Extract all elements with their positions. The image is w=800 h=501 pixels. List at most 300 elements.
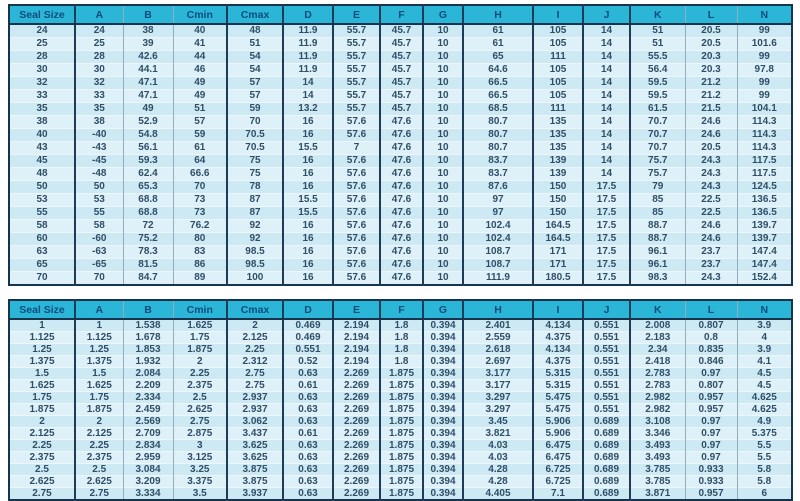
cell: 57 [227, 90, 283, 103]
cell: 2.75 [75, 488, 123, 501]
cell: 0.957 [685, 392, 737, 404]
cell: 3.937 [227, 488, 283, 501]
cell: 2.834 [123, 440, 173, 452]
cell: 11.9 [283, 64, 333, 77]
cell: 114.3 [737, 129, 792, 142]
cell: 2.625 [75, 476, 123, 488]
cell: 171 [533, 246, 583, 259]
cell: 61 [463, 38, 533, 51]
cell: 75.7 [630, 155, 685, 168]
cell: 1.875 [380, 392, 423, 404]
column-header-cmin: Cmin [173, 300, 227, 319]
cell: 23.7 [685, 259, 737, 272]
table-header [9, 300, 792, 319]
cell: 0.63 [283, 476, 333, 488]
table-row [9, 246, 792, 259]
cell: 2.25 [173, 368, 227, 380]
cell: 68.5 [463, 103, 533, 116]
cell: 3.493 [630, 452, 685, 464]
cell: 101.6 [737, 38, 792, 51]
cell: 30 [9, 64, 75, 77]
cell: 4.375 [533, 356, 583, 368]
cell: 1 [9, 319, 75, 332]
cell: 79 [630, 181, 685, 194]
cell: 16 [283, 246, 333, 259]
cell: 4.03 [463, 440, 533, 452]
cell: 10 [423, 129, 463, 142]
cell: 10 [423, 77, 463, 90]
table-row [9, 129, 792, 142]
cell: 24 [9, 24, 75, 38]
cell: 24 [75, 24, 123, 38]
header-row [9, 300, 792, 319]
column-header-seal-size: Seal Size [9, 300, 75, 319]
cell: 3.493 [630, 440, 685, 452]
cell: 85 [630, 207, 685, 220]
cell: 80 [173, 233, 227, 246]
cell: 35 [9, 103, 75, 116]
cell: 0.689 [583, 440, 630, 452]
cell: 98.5 [227, 246, 283, 259]
cell: 0.933 [685, 476, 737, 488]
cell: 2.625 [9, 476, 75, 488]
cell: 55.7 [333, 51, 380, 64]
cell: 3.177 [463, 380, 533, 392]
cell: 56.1 [123, 142, 173, 155]
cell: 1.875 [380, 368, 423, 380]
cell: 59 [173, 129, 227, 142]
cell: 70.7 [630, 116, 685, 129]
cell: 1.875 [380, 452, 423, 464]
cell: 70 [75, 272, 123, 286]
cell: 47.1 [123, 77, 173, 90]
cell: 68.8 [123, 194, 173, 207]
cell: 1.8 [380, 356, 423, 368]
cell: 0.394 [423, 344, 463, 356]
cell: 45.7 [380, 24, 423, 38]
cell: 21.2 [685, 77, 737, 90]
cell: 16 [283, 220, 333, 233]
cell: 5.5 [737, 452, 792, 464]
cell: 4.405 [463, 488, 533, 501]
column-header-d: D [283, 300, 333, 319]
cell: 0.394 [423, 440, 463, 452]
cell: 0.97 [685, 452, 737, 464]
cell: 102.4 [463, 220, 533, 233]
cell: 0.846 [685, 356, 737, 368]
cell: 17.5 [583, 194, 630, 207]
cell: 21.2 [685, 90, 737, 103]
cell: 10 [423, 38, 463, 51]
cell: 0.394 [423, 332, 463, 344]
cell: 1.875 [380, 476, 423, 488]
cell: 14 [583, 116, 630, 129]
cell: 66.5 [463, 90, 533, 103]
cell: 11.9 [283, 38, 333, 51]
column-header-k: K [630, 5, 685, 24]
cell: 1.8 [380, 344, 423, 356]
cell: 1.875 [380, 428, 423, 440]
cell: 0.689 [583, 416, 630, 428]
cell: 10 [423, 103, 463, 116]
cell: 5.375 [737, 428, 792, 440]
table-body [9, 319, 792, 500]
cell: 4.375 [533, 332, 583, 344]
cell: 17.5 [583, 207, 630, 220]
cell: 43 [9, 142, 75, 155]
cell: 57 [173, 116, 227, 129]
cell: 24.3 [685, 181, 737, 194]
cell: 4.5 [737, 368, 792, 380]
cell: 2.75 [227, 368, 283, 380]
cell: 2.194 [333, 332, 380, 344]
cell: 14 [583, 155, 630, 168]
cell: 0.689 [583, 428, 630, 440]
column-header-d: D [283, 5, 333, 24]
cell: 72 [123, 220, 173, 233]
cell: 98.3 [630, 272, 685, 286]
cell: 2.959 [123, 452, 173, 464]
cell: 136.5 [737, 194, 792, 207]
cell: 102.4 [463, 233, 533, 246]
cell: 1.75 [75, 392, 123, 404]
cell: 0.689 [583, 476, 630, 488]
cell: 47.6 [380, 181, 423, 194]
cell: 10 [423, 155, 463, 168]
cell: 24.3 [685, 155, 737, 168]
cell: 35 [75, 103, 123, 116]
cell: 1.538 [123, 319, 173, 332]
cell: 49 [123, 103, 173, 116]
cell: 57.6 [333, 207, 380, 220]
cell: 14 [583, 90, 630, 103]
cell: 47.6 [380, 129, 423, 142]
cell: 5.475 [533, 392, 583, 404]
cell: 16 [283, 116, 333, 129]
cell: 57.6 [333, 181, 380, 194]
cell: 70 [227, 116, 283, 129]
cell: 17.5 [583, 233, 630, 246]
cell: 139.7 [737, 220, 792, 233]
cell: 52.9 [123, 116, 173, 129]
cell: 1.625 [173, 319, 227, 332]
column-header-f: F [380, 300, 423, 319]
column-header-a: A [75, 300, 123, 319]
cell: 1.932 [123, 356, 173, 368]
cell: 2.937 [227, 404, 283, 416]
cell: 3.625 [227, 440, 283, 452]
cell: 10 [423, 233, 463, 246]
cell: 70.7 [630, 129, 685, 142]
cell: 96.1 [630, 246, 685, 259]
cell: 57.6 [333, 246, 380, 259]
cell: 136.5 [737, 207, 792, 220]
cell: 1.625 [9, 380, 75, 392]
cell: 0.551 [283, 344, 333, 356]
cell: 0.835 [685, 344, 737, 356]
cell: 1.875 [380, 440, 423, 452]
cell: 97.8 [737, 64, 792, 77]
table-row [9, 103, 792, 116]
cell: 14 [583, 103, 630, 116]
cell: 47.6 [380, 116, 423, 129]
cell: 0.394 [423, 488, 463, 501]
cell: 14 [583, 142, 630, 155]
cell: 3.346 [630, 428, 685, 440]
cell: 14 [583, 64, 630, 77]
cell: 0.957 [685, 488, 737, 501]
cell: 108.7 [463, 246, 533, 259]
cell: 10 [423, 168, 463, 181]
cell: 21.5 [685, 103, 737, 116]
cell: 105 [533, 38, 583, 51]
cell: 105 [533, 64, 583, 77]
cell: 4.03 [463, 452, 533, 464]
cell: 1.5 [75, 368, 123, 380]
cell: 1.678 [123, 332, 173, 344]
cell: 48 [227, 24, 283, 38]
cell: 2.375 [173, 380, 227, 392]
cell: 3.875 [227, 476, 283, 488]
cell: 7.1 [533, 488, 583, 501]
cell: 54 [227, 64, 283, 77]
cell: 5.315 [533, 380, 583, 392]
cell: 14 [283, 77, 333, 90]
cell: 32 [9, 77, 75, 90]
cell: 25 [75, 38, 123, 51]
cell: 0.551 [583, 392, 630, 404]
cell: 55.7 [333, 38, 380, 51]
column-header-j: J [583, 300, 630, 319]
cell: 63 [9, 246, 75, 259]
cell: 78 [227, 181, 283, 194]
cell: 57.6 [333, 272, 380, 286]
column-header-i: I [533, 5, 583, 24]
cell: 49 [173, 90, 227, 103]
cell: 2.75 [9, 488, 75, 501]
cell: 3.25 [173, 464, 227, 476]
cell: 16 [283, 155, 333, 168]
cell: 17.5 [583, 246, 630, 259]
cell: 22.5 [685, 207, 737, 220]
cell: 2.269 [333, 464, 380, 476]
cell: 2.269 [333, 440, 380, 452]
cell: 4.1 [737, 356, 792, 368]
cell: 10 [423, 194, 463, 207]
cell: 11.9 [283, 51, 333, 64]
cell: 48 [9, 168, 75, 181]
cell: 33 [75, 90, 123, 103]
cell: 70.5 [227, 129, 283, 142]
cell: 45.7 [380, 77, 423, 90]
table-row [9, 356, 792, 368]
cell: 0.394 [423, 404, 463, 416]
cell: 4.625 [737, 404, 792, 416]
column-header-seal-size: Seal Size [9, 5, 75, 24]
cell: 2.875 [173, 428, 227, 440]
cell: 0.394 [423, 392, 463, 404]
cell: 2.34 [630, 344, 685, 356]
cell: 2.75 [173, 416, 227, 428]
cell: 10 [423, 116, 463, 129]
column-header-g: G [423, 5, 463, 24]
cell: 1.375 [9, 356, 75, 368]
table-row [9, 64, 792, 77]
cell: 17.5 [583, 220, 630, 233]
cell: 55.7 [333, 64, 380, 77]
cell: 0.97 [685, 368, 737, 380]
column-header-k: K [630, 300, 685, 319]
cell: 17.5 [583, 259, 630, 272]
cell: 76.2 [173, 220, 227, 233]
cell: 2.125 [227, 332, 283, 344]
cell: 39 [123, 38, 173, 51]
cell: 88.7 [630, 220, 685, 233]
column-header-j: J [583, 5, 630, 24]
cell: 73 [173, 207, 227, 220]
cell: 0.551 [583, 332, 630, 344]
table-row [9, 380, 792, 392]
cell: 47.1 [123, 90, 173, 103]
cell: 164.5 [533, 220, 583, 233]
cell: 50 [9, 181, 75, 194]
cell: 10 [423, 64, 463, 77]
table-row [9, 90, 792, 103]
cell: 0.469 [283, 319, 333, 332]
cell: -60 [75, 233, 123, 246]
cell: 139.7 [737, 233, 792, 246]
cell: 180.5 [533, 272, 583, 286]
cell: 25 [9, 38, 75, 51]
cell: 30 [75, 64, 123, 77]
cell: -65 [75, 259, 123, 272]
cell: 117.5 [737, 155, 792, 168]
cell: 75.7 [630, 168, 685, 181]
cell: 0.394 [423, 428, 463, 440]
cell: 87 [227, 194, 283, 207]
cell: 47.6 [380, 233, 423, 246]
cell: 14 [583, 129, 630, 142]
cell: 0.63 [283, 488, 333, 501]
cell: 135 [533, 116, 583, 129]
table-row [9, 220, 792, 233]
column-header-e: E [333, 300, 380, 319]
cell: 0.394 [423, 356, 463, 368]
cell: 2.375 [75, 452, 123, 464]
cell: 3.5 [173, 488, 227, 501]
cell: 57.6 [333, 194, 380, 207]
cell: 0.933 [685, 464, 737, 476]
cell: 2.334 [123, 392, 173, 404]
cell: 2.569 [123, 416, 173, 428]
cell: 5.315 [533, 368, 583, 380]
cell: 80.7 [463, 142, 533, 155]
cell: 10 [423, 259, 463, 272]
cell: 17.5 [583, 272, 630, 286]
table-row [9, 207, 792, 220]
cell: 99 [737, 77, 792, 90]
cell: -63 [75, 246, 123, 259]
cell: 55.7 [333, 24, 380, 38]
cell: 2.75 [227, 380, 283, 392]
column-header-b: B [123, 5, 173, 24]
cell: 83.7 [463, 168, 533, 181]
cell: 14 [583, 77, 630, 90]
cell: 10 [423, 181, 463, 194]
cell: 4.5 [737, 380, 792, 392]
cell: 49 [173, 77, 227, 90]
cell: 16 [283, 129, 333, 142]
cell: 2.194 [333, 319, 380, 332]
cell: 20.5 [685, 38, 737, 51]
cell: 99 [737, 90, 792, 103]
cell: 0.551 [583, 404, 630, 416]
cell: 2.982 [630, 404, 685, 416]
cell: 75.2 [123, 233, 173, 246]
cell: 38 [9, 116, 75, 129]
inch-seal-size-table [8, 299, 793, 501]
metric-seal-size-table [8, 4, 793, 286]
cell: 114.3 [737, 142, 792, 155]
cell: 51 [173, 103, 227, 116]
cell: 2 [9, 416, 75, 428]
column-header-n: N [737, 5, 792, 24]
cell: 0.97 [685, 416, 737, 428]
cell: 100 [227, 272, 283, 286]
cell: 65 [463, 51, 533, 64]
cell: 105 [533, 77, 583, 90]
cell: 75 [227, 168, 283, 181]
cell: 3.821 [463, 428, 533, 440]
table-row [9, 259, 792, 272]
cell: 10 [423, 90, 463, 103]
column-header-b: B [123, 300, 173, 319]
cell: 1.625 [75, 380, 123, 392]
cell: 2.5 [75, 464, 123, 476]
cell: 70.5 [227, 142, 283, 155]
table-row [9, 116, 792, 129]
cell: 96.1 [630, 259, 685, 272]
cell: 53 [75, 194, 123, 207]
cell: 0.394 [423, 476, 463, 488]
column-header-cmax: Cmax [227, 300, 283, 319]
cell: 11.9 [283, 24, 333, 38]
cell: 61 [463, 24, 533, 38]
cell: 2.25 [9, 440, 75, 452]
cell: 65 [9, 259, 75, 272]
cell: 4 [737, 332, 792, 344]
cell: 24.6 [685, 129, 737, 142]
cell: 3.297 [463, 404, 533, 416]
cell: 2.194 [333, 344, 380, 356]
table-row [9, 428, 792, 440]
column-header-h: H [463, 5, 533, 24]
cell: 4.134 [533, 319, 583, 332]
cell: 47.6 [380, 194, 423, 207]
cell: 124.5 [737, 181, 792, 194]
cell: 87 [227, 207, 283, 220]
cell: 47.6 [380, 272, 423, 286]
cell: 0.551 [583, 344, 630, 356]
cell: 3.125 [173, 452, 227, 464]
cell: 3.625 [227, 452, 283, 464]
cell: 62.4 [123, 168, 173, 181]
cell: 10 [423, 142, 463, 155]
cell: 3.45 [463, 416, 533, 428]
table-row [9, 77, 792, 90]
cell: 1.125 [9, 332, 75, 344]
cell: 70.7 [630, 142, 685, 155]
